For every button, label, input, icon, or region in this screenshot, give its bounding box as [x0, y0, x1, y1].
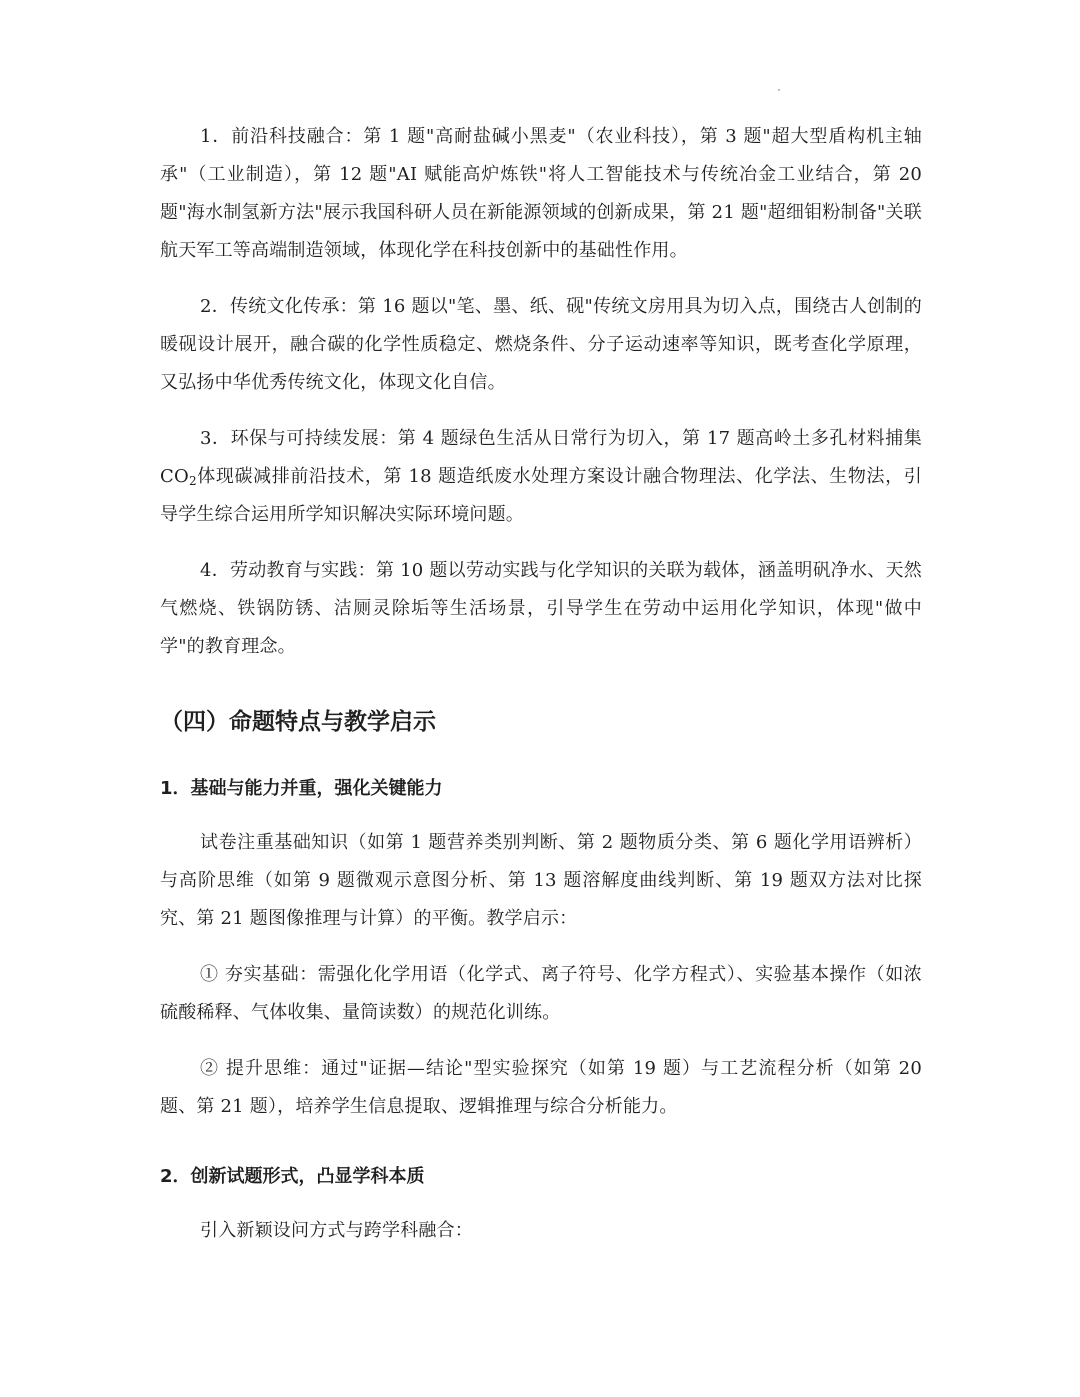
paragraph-traditional-culture: 2．传统文化传承：第 16 题以"笔、墨、纸、砚"传统文房用具为切入点，围绕古人创制的暖砚设计展开，融合碳的化学性质稳定、燃烧条件、分子运动速率等知识，既考查化学原理，又弘扬中华优秀传统文化，体现文化自信。 — [160, 296, 922, 393]
paragraph-environment — [160, 420, 922, 534]
subsection-2-heading: 2．创新试题形式，凸显学科本质 — [160, 1166, 425, 1187]
scan-speck — [778, 89, 780, 91]
paragraph-basics-ability: 试卷注重基础知识（如第 1 题营养类别判断、第 2 题物质分类、第 6 题化学用语辨析）与高阶思维（如第 9 题微观示意图分析、第 13 题溶解度曲线判断、第 19 题双方法对比探究、第 21 题图像推理与计算）的平衡。教学启示： — [160, 832, 922, 929]
paragraph-improve-thinking: ② 提升思维：通过"证据—结论"型实验探究（如第 19 题）与工艺流程分析（如第 20 题、第 21 题），培养学生信息提取、逻辑推理与综合分析能力。 — [160, 1058, 922, 1117]
subsection-1-heading: 1．基础与能力并重，强化关键能力 — [160, 778, 443, 799]
paragraph-environment-part2: 体现碳减排前沿技术，第 18 题造纸废水处理方案设计融合物理法、化学法、生物法，引导学生综合运用所学知识解决实际环境问题。 — [160, 466, 922, 525]
paragraph-solid-basics: ① 夯实基础：需强化化学用语（化学式、离子符号、化学方程式）、实验基本操作（如浓硫酸稀释、气体收集、量筒读数）的规范化训练。 — [160, 964, 922, 1023]
paragraph-tech-integration: 1．前沿科技融合：第 1 题"高耐盐碱小黑麦"（农业科技），第 3 题"超大型盾构机主轴承"（工业制造），第 12 题"AI 赋能高炉炼铁"将人工智能技术与传统冶金工业结合，第 20 题"海水制氢新方法"展示我国科研人员在新能源领域的创新成果，第 21 题"超细钼粉制备"关联航天军工等高端制造领域，体现化学在科技创新中的基础性作用。 — [160, 126, 922, 261]
page-content — [160, 118, 922, 1268]
paragraph-labor-education: 4．劳动教育与实践：第 10 题以劳动实践与化学知识的关联为载体，涵盖明矾净水、天然气燃烧、铁锅防锈、洁厕灵除垢等生活场景，引导学生在劳动中运用化学知识，体现"做中学"的教育理念。 — [160, 560, 922, 657]
co2-subscript: 2 — [188, 474, 197, 488]
section-heading: （四）命题特点与教学启示 — [160, 709, 436, 735]
paragraph-new-question-forms: 引入新颖设问方式与跨学科融合： — [200, 1220, 473, 1241]
paragraph-environment-part1: 3．环保与可持续发展：第 4 题绿色生活从日常行为切入，第 17 题高岭土多孔材料捕集 CO — [160, 428, 922, 487]
